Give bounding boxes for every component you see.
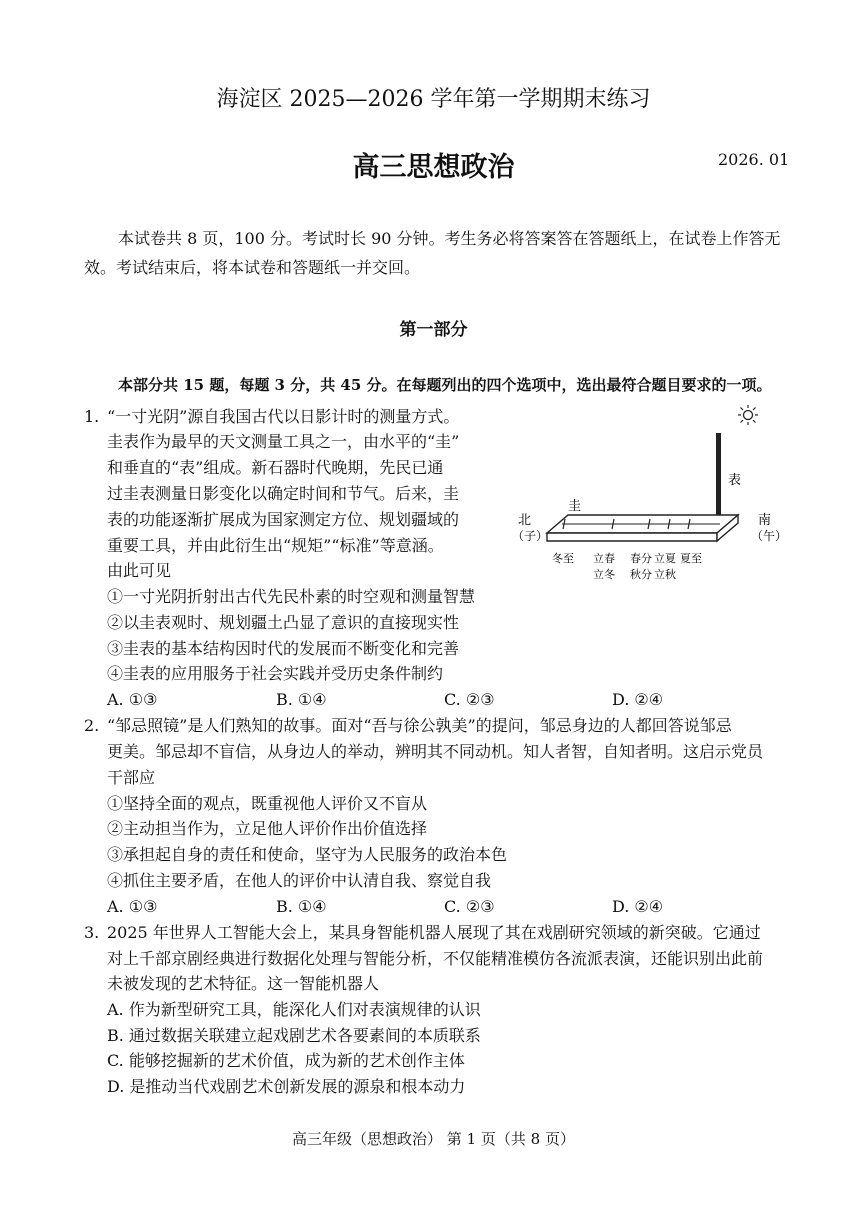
q2-option-a[interactable]: A. ①③: [107, 897, 158, 916]
q2-option-c[interactable]: C. ②③: [444, 897, 495, 916]
q1-statement: ①一寸光阴折射出古代先民朴素的时空观和测量智慧: [107, 587, 476, 606]
q2-statement: ④抓住主要矛盾，在他人的评价中认清自我、察觉自我: [107, 871, 492, 890]
q2-option-b[interactable]: B. ①④: [276, 897, 327, 916]
q3-option-a[interactable]: A. 作为新型研究工具，能深化人们对表演规律的认识: [107, 1000, 481, 1019]
q3-line: 未被发现的艺术特征。这一智能机器人: [107, 974, 380, 993]
exam-title: 海淀区 2025—2026 学年第一学期期末练习: [216, 87, 651, 112]
q1-line: 重要工具，并由此衍生出“规矩”“标准”等意涵。: [107, 536, 444, 555]
q2-statement: ②主动担当作为，立足他人评价作出价值选择: [107, 819, 428, 838]
q2-option-d[interactable]: D. ②④: [612, 897, 664, 916]
q2-line: “邹忌照镜”是人们熟知的故事。面对“吾与徐公孰美”的提问，邹忌身边的人都回答说邹忌: [107, 716, 732, 735]
q1-line: “一寸光阴”源自我国古代以日影计时的测量方式。: [107, 407, 460, 426]
q1-number: 1.: [84, 407, 100, 426]
biao-label: 表: [728, 473, 742, 488]
south-branch-label: （午）: [751, 529, 788, 543]
q2-line: 更美。邹忌却不盲信，从身边人的举动，辨明其不同动机。知人者智，自知者明。这启示党员: [107, 742, 764, 761]
mark-label: 立春: [593, 552, 615, 565]
mark-label: 秋分: [630, 568, 652, 581]
intro-line-1: 本试卷共 8 页，100 分。考试时长 90 分钟。考生务必将答案答在答题纸上，在试卷上作答无: [118, 229, 781, 248]
south-label: 南: [758, 513, 772, 528]
q2-statement: ①坚持全面的观点，既重视他人评价又不盲从: [107, 794, 428, 813]
north-branch-label: （子）: [512, 529, 549, 543]
page-footer: 高三年级（思想政治） 第 1 页（共 8 页）: [292, 1130, 575, 1148]
mark-label: 立冬: [593, 568, 615, 581]
biao-pole: [716, 433, 721, 515]
q1-option-d[interactable]: D. ②④: [612, 690, 664, 709]
mark-label: 春分: [630, 552, 652, 565]
gui-label: 圭: [568, 499, 582, 514]
q1-line: 过圭表测量日影变化以确定时间和节气。后来，圭: [107, 484, 460, 503]
q1-statement: ②以圭表观时、规划疆土凸显了意识的直接现实性: [107, 613, 460, 632]
q1-option-c[interactable]: C. ②③: [444, 690, 495, 709]
q1-line: 表的功能逐渐扩展成为国家测定方位、规划疆域的: [107, 510, 460, 529]
q3-option-d[interactable]: D. 是推动当代戏剧艺术创新发展的源泉和根本动力: [107, 1077, 466, 1096]
q1-option-b[interactable]: B. ①④: [276, 690, 327, 709]
q3-line: 2025 年世界人工智能大会上，某具身智能机器人展现了其在戏剧研究领域的新突破。它通过: [107, 923, 761, 942]
section-instruction: 本部分共 15 题，每题 3 分，共 45 分。在每题列出的四个选项中，选出最符合题目要求的一项。: [118, 376, 772, 394]
north-label: 北: [518, 513, 532, 528]
section-title: 第一部分: [399, 320, 468, 340]
intro-line-2: 效。考试结束后，将本试卷和答题纸一并交回。: [84, 258, 421, 277]
q2-statement: ③承担起自身的责任和使命，坚守为人民服务的政治本色: [107, 845, 508, 864]
q1-statement: ③圭表的基本结构因时代的发展而不断变化和完善: [107, 639, 460, 658]
q1-statement: ④圭表的应用服务于社会实践并受历史条件制约: [107, 664, 444, 683]
q2-number: 2.: [84, 716, 100, 735]
sun-icon: [738, 405, 758, 425]
subject-title: 高三思想政治: [352, 152, 515, 183]
mark-label: 立夏: [654, 552, 676, 565]
mark-label: 夏至: [680, 552, 702, 565]
q3-line: 对上千部京剧经典进行数据化处理与智能分析，不仅能精准模仿各流派表演，还能识别出此前: [107, 949, 764, 968]
gnomon-diagram: [510, 400, 800, 585]
q1-line: 由此可见: [107, 561, 172, 580]
q3-option-c[interactable]: C. 能够挖掘新的艺术价值，成为新的艺术创作主体: [107, 1051, 465, 1070]
q1-option-a[interactable]: A. ①③: [107, 690, 158, 709]
mark-label: 立秋: [654, 568, 676, 581]
mark-label: 冬至: [552, 552, 574, 565]
q2-line: 干部应: [107, 768, 156, 787]
q1-line: 和垂直的“表”组成。新石器时代晚期，先民已通: [107, 458, 444, 477]
q1-line: 圭表作为最早的天文测量工具之一，由水平的“圭”: [107, 432, 460, 451]
q3-option-b[interactable]: B. 通过数据关联建立起戏剧艺术各要素间的本质联系: [107, 1026, 481, 1045]
q3-number: 3.: [84, 923, 100, 942]
exam-date: 2026. 01: [718, 150, 790, 169]
